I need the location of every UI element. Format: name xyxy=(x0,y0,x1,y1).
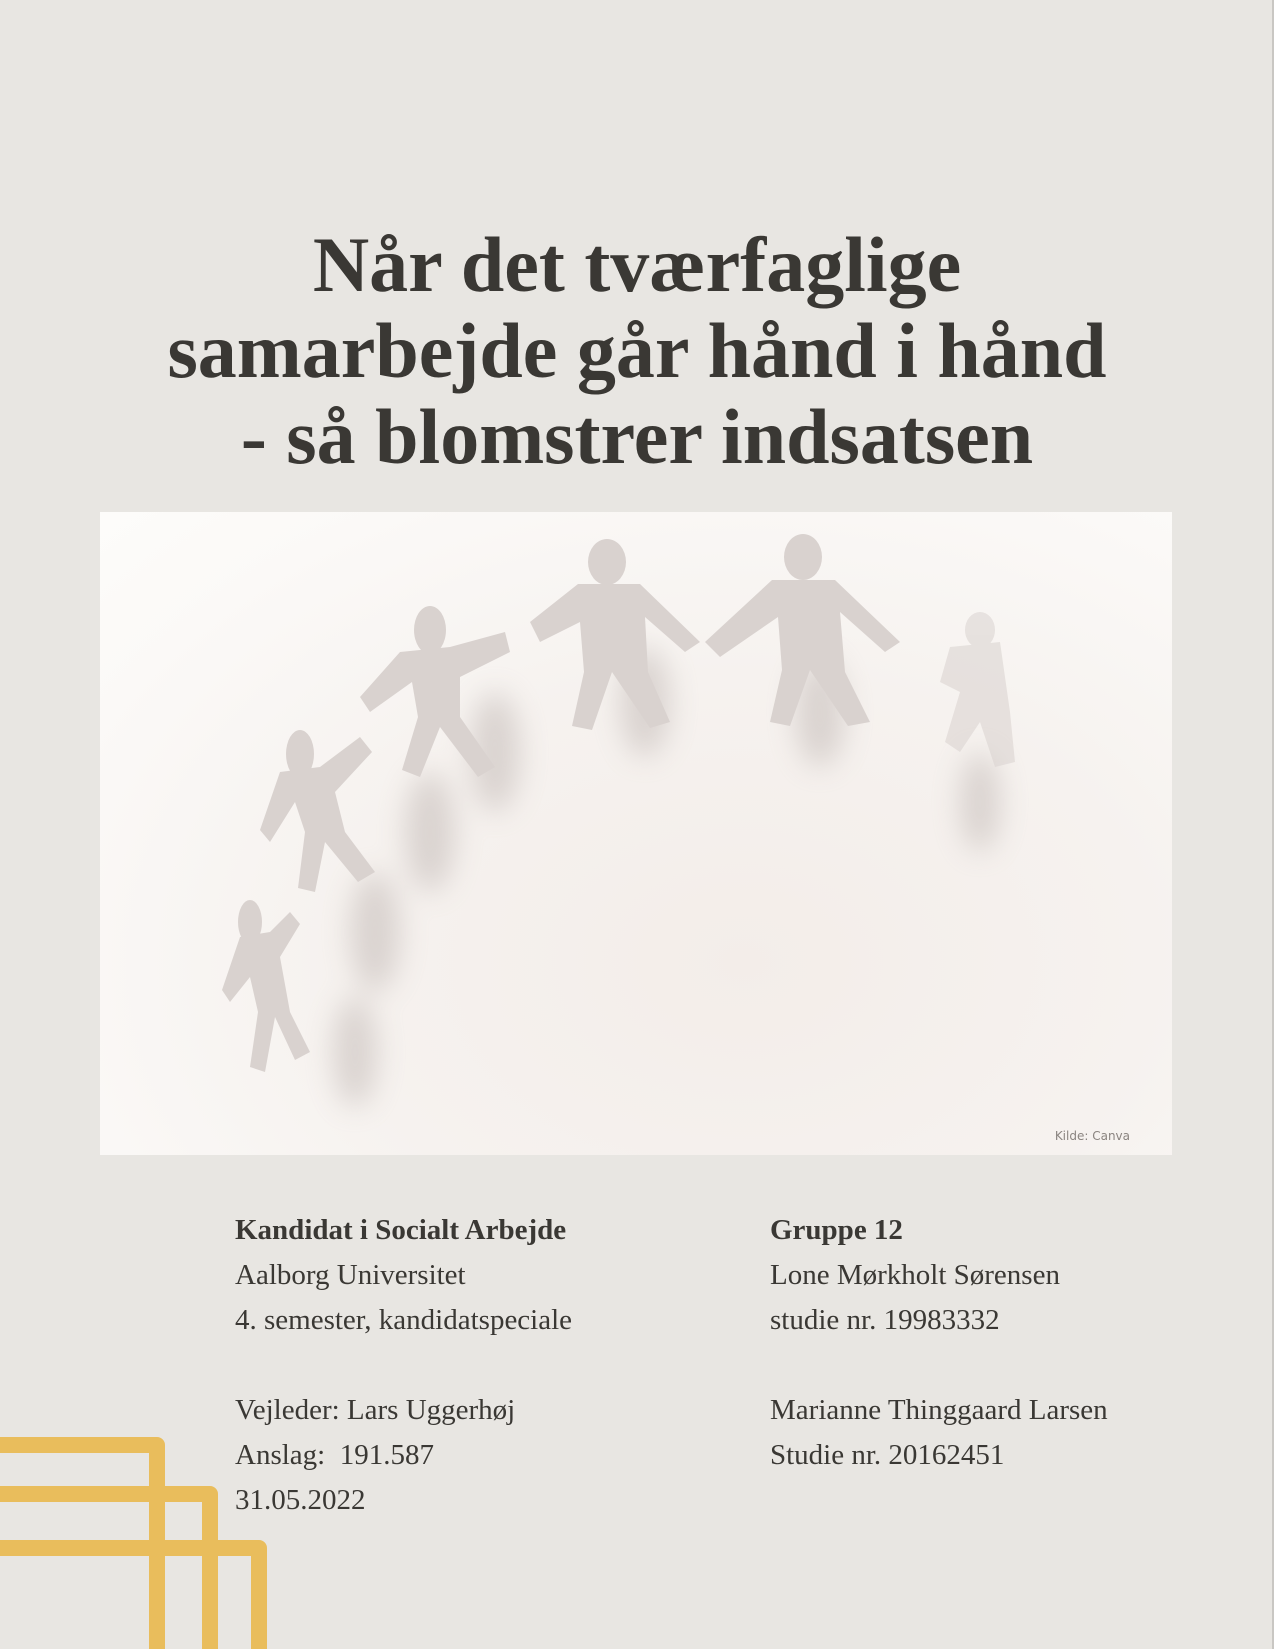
title-line-1: Når det tværfaglige xyxy=(312,221,962,308)
program-info xyxy=(235,1208,572,1523)
program-heading: Kandidat i Socialt Arbejde xyxy=(235,1214,567,1246)
author-2-id: Studie nr. 20162451 xyxy=(770,1439,1005,1471)
group-info xyxy=(770,1208,1108,1478)
group-heading: Gruppe 12 xyxy=(770,1214,903,1246)
semester: 4. semester, kandidatspeciale xyxy=(235,1304,573,1336)
paper-people-illustration xyxy=(100,512,1172,1155)
submission-date: 31.05.2022 xyxy=(235,1484,366,1516)
page-title xyxy=(0,222,1274,480)
university: Aalborg Universitet xyxy=(235,1259,466,1291)
author-1-id: studie nr. 19983332 xyxy=(770,1304,1000,1336)
title-line-3: - så blomstrer indsatsen xyxy=(240,393,1034,480)
author-1-name: Lone Mørkholt Sørensen xyxy=(770,1259,1060,1291)
spacer xyxy=(770,1343,1108,1388)
character-count: Anslag: 191.587 xyxy=(235,1439,434,1471)
spacer xyxy=(235,1343,572,1388)
image-caption: Kilde: Canva xyxy=(1054,1129,1130,1143)
cover-image xyxy=(100,512,1172,1155)
supervisor: Vejleder: Lars Uggerhøj xyxy=(235,1394,516,1426)
title-line-2: samarbejde går hånd i hånd xyxy=(167,307,1107,394)
author-2-name: Marianne Thinggaard Larsen xyxy=(770,1394,1108,1426)
